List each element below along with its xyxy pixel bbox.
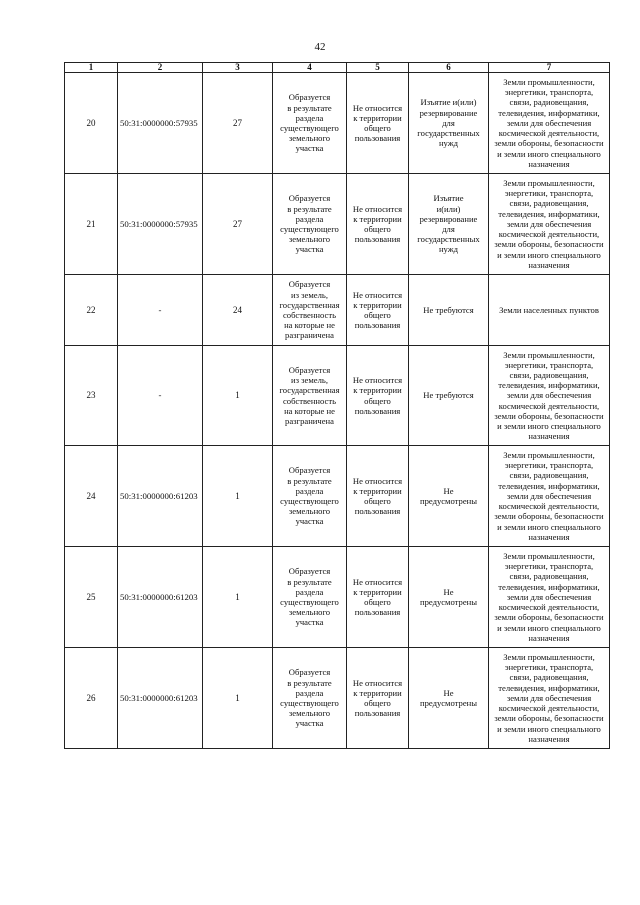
seizure-status: Не требуются bbox=[409, 275, 489, 346]
seizure-status: Не предусмотрены bbox=[409, 446, 489, 547]
area-value: 1 bbox=[203, 547, 273, 648]
row-number: 24 bbox=[65, 446, 118, 547]
land-category: Земли промышленности, энергетики, транспорта, связи, радиовещания, телевидения, информатики, земли для обеспечения космической деятельности, земли обороны, безопасности и земли иного специального назначения bbox=[489, 346, 610, 446]
land-category: Земли промышленности, энергетики, транспорта, связи, радиовещания, телевидения, информатики, земли для обеспечения космической деятельности, земли обороны, безопасности и земли иного специального назначения bbox=[489, 174, 610, 275]
cadastral-number: 50:31:0000000:57935 bbox=[118, 73, 203, 174]
cadastral-number: 50:31:0000000:61203 bbox=[118, 446, 203, 547]
land-category: Земли промышленности, энергетики, транспорта, связи, радиовещания, телевидения, информатики, земли для обеспечения космической деятельности, земли обороны, безопасности и земли иного специального назначения bbox=[489, 73, 610, 174]
cadastral-number: - bbox=[118, 346, 203, 446]
area-value: 27 bbox=[203, 73, 273, 174]
common-use-status: Не относится к территории общего пользования bbox=[347, 174, 409, 275]
header-cell-2: 2 bbox=[118, 63, 203, 73]
table-row bbox=[65, 446, 610, 547]
formation-method: Образуется из земель, государственная собственность на которые не разграничена bbox=[273, 346, 347, 446]
header-cell-4: 4 bbox=[273, 63, 347, 73]
common-use-status: Не относится к территории общего пользования bbox=[347, 648, 409, 749]
common-use-status: Не относится к территории общего пользования bbox=[347, 73, 409, 174]
header-cell-1: 1 bbox=[65, 63, 118, 73]
area-value: 1 bbox=[203, 648, 273, 749]
cadastral-number: - bbox=[118, 275, 203, 346]
seizure-status: Не предусмотрены bbox=[409, 648, 489, 749]
area-value: 24 bbox=[203, 275, 273, 346]
table-row bbox=[65, 174, 610, 275]
seizure-status: Изъятие и(или) резервирование для государственных нужд bbox=[409, 73, 489, 174]
common-use-status: Не относится к территории общего пользования bbox=[347, 547, 409, 648]
cadastral-number: 50:31:0000000:57935 bbox=[118, 174, 203, 275]
row-number: 22 bbox=[65, 275, 118, 346]
area-value: 1 bbox=[203, 346, 273, 446]
table-row bbox=[65, 275, 610, 346]
row-number: 20 bbox=[65, 73, 118, 174]
header-cell-6: 6 bbox=[409, 63, 489, 73]
header-cell-5: 5 bbox=[347, 63, 409, 73]
table-row bbox=[65, 73, 610, 174]
land-category: Земли промышленности, энергетики, транспорта, связи, радиовещания, телевидения, информатики, земли для обеспечения космической деятельности, земли обороны, безопасности и земли иного специального назначения bbox=[489, 648, 610, 749]
row-number: 23 bbox=[65, 346, 118, 446]
formation-method: Образуется в результате раздела существующего земельного участка bbox=[273, 648, 347, 749]
seizure-status: Не требуются bbox=[409, 346, 489, 446]
area-value: 27 bbox=[203, 174, 273, 275]
area-value: 1 bbox=[203, 446, 273, 547]
formation-method: Образуется в результате раздела существующего земельного участка bbox=[273, 547, 347, 648]
table-row bbox=[65, 648, 610, 749]
row-number: 26 bbox=[65, 648, 118, 749]
page-number: 42 bbox=[314, 41, 326, 53]
header-cell-7: 7 bbox=[489, 63, 610, 73]
cadastral-number: 50:31:0000000:61203 bbox=[118, 648, 203, 749]
formation-method: Образуется из земель, государственная собственность на которые не разграничена bbox=[273, 275, 347, 346]
land-category: Земли промышленности, энергетики, транспорта, связи, радиовещания, телевидения, информатики, земли для обеспечения космической деятельности, земли обороны, безопасности и земли иного специального назначения bbox=[489, 446, 610, 547]
table-row bbox=[65, 346, 610, 446]
land-category: Земли населенных пунктов bbox=[489, 275, 610, 346]
land-category: Земли промышленности, энергетики, транспорта, связи, радиовещания, телевидения, информатики, земли для обеспечения космической деятельности, земли обороны, безопасности и земли иного специального назначения bbox=[489, 547, 610, 648]
header-row bbox=[65, 63, 610, 73]
formation-method: Образуется в результате раздела существующего земельного участка bbox=[273, 446, 347, 547]
cadastral-number: 50:31:0000000:61203 bbox=[118, 547, 203, 648]
common-use-status: Не относится к территории общего пользования bbox=[347, 346, 409, 446]
seizure-status: Не предусмотрены bbox=[409, 547, 489, 648]
common-use-status: Не относится к территории общего пользования bbox=[347, 275, 409, 346]
common-use-status: Не относится к территории общего пользования bbox=[347, 446, 409, 547]
formation-method: Образуется в результате раздела существующего земельного участка bbox=[273, 174, 347, 275]
row-number: 21 bbox=[65, 174, 118, 275]
seizure-status: Изъятие и(или) резервирование для государственных нужд bbox=[409, 174, 489, 275]
row-number: 25 bbox=[65, 547, 118, 648]
land-plots-table bbox=[64, 62, 610, 749]
table-row bbox=[65, 547, 610, 648]
formation-method: Образуется в результате раздела существующего земельного участка bbox=[273, 73, 347, 174]
header-cell-3: 3 bbox=[203, 63, 273, 73]
